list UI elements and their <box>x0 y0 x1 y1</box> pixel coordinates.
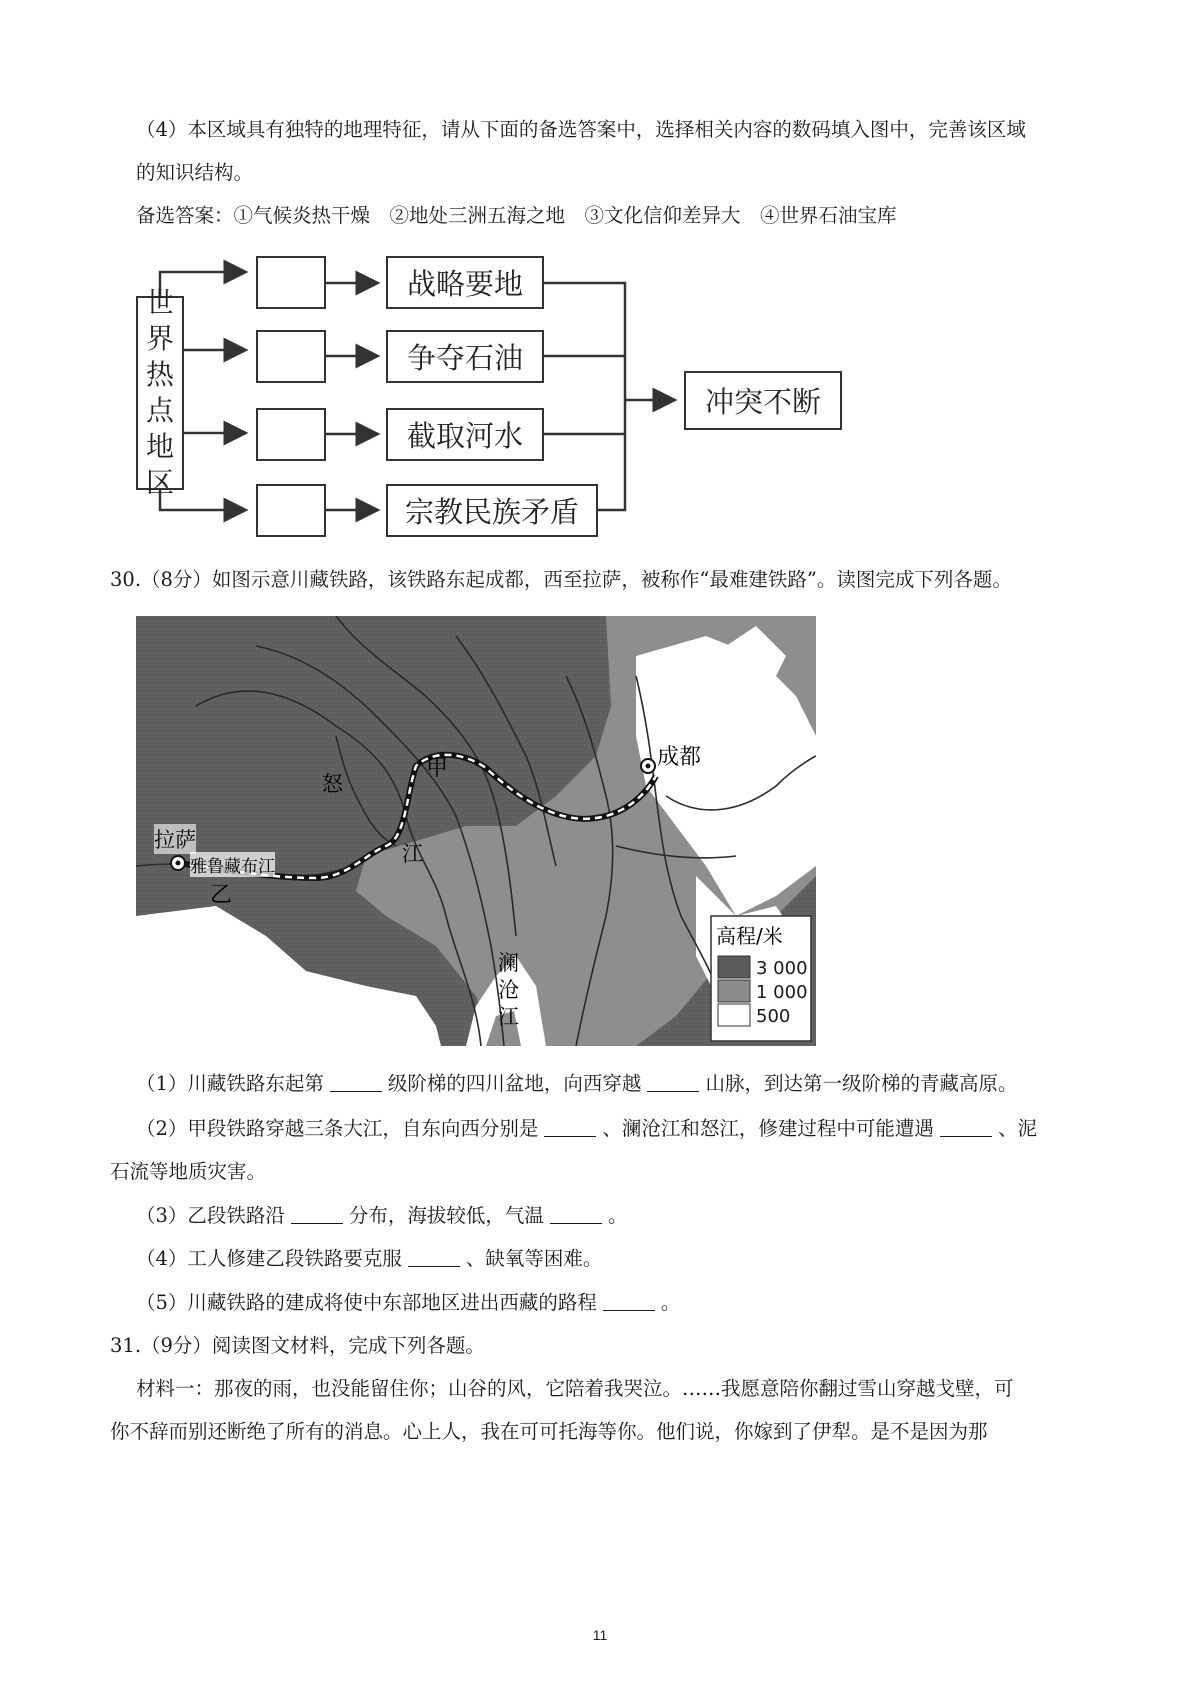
page-number: 11 <box>592 1627 608 1643</box>
label-yarlung-tsangpo: 雅鲁藏布江 <box>190 852 275 877</box>
answer-blank-box-3[interactable] <box>256 408 326 461</box>
q30-sub5: （5）川藏铁路的建成将使中东部地区进出西藏的路程 。 <box>136 1291 681 1314</box>
label-segment-jia: 甲 <box>426 756 449 781</box>
map-canvas <box>136 616 816 1046</box>
label-lhasa: 拉萨 <box>154 824 196 854</box>
answer-blank[interactable] <box>940 1118 992 1137</box>
box-strategic-location: 战略要地 <box>386 256 544 309</box>
q30-sub3: （3）乙段铁路沿 分布，海拔较低，气温 。 <box>136 1204 628 1227</box>
q30-intro: 30.（8分）如图示意川藏铁路，该铁路东起成都，西至拉萨，被称作“最难建铁路”。读图完成下列各题。 <box>110 568 1012 591</box>
label-nu-river-1: 怒 <box>322 772 343 796</box>
legend-label-1000: 1 000 <box>756 982 808 1003</box>
box-water-interception: 截取河水 <box>386 408 544 461</box>
city-marker-chengdu <box>641 759 655 773</box>
q31-material-line1: 材料一：那夜的雨，也没能留住你；山谷的风，它陪着我哭泣。……我愿意陪你翻过雪山穿越戈壁，可 <box>136 1377 1014 1400</box>
legend-swatch-1000 <box>718 980 750 1002</box>
source-box-world-hotspot <box>136 286 184 499</box>
answer-blank[interactable] <box>330 1073 382 1092</box>
railway-map <box>136 616 816 1046</box>
label-lancang-river <box>498 950 519 1031</box>
label-nu-river-2: 江 <box>402 842 423 866</box>
answer-blank[interactable] <box>603 1292 655 1311</box>
source-char: 区 <box>145 466 174 499</box>
answer-blank[interactable] <box>544 1118 596 1137</box>
answer-blank[interactable] <box>647 1073 699 1092</box>
legend-label-500: 500 <box>756 1006 791 1027</box>
answer-blank[interactable] <box>550 1205 602 1224</box>
label-segment-yi: 乙 <box>210 883 233 908</box>
answer-blank-box-1[interactable] <box>256 256 326 309</box>
legend-label-3000: 3 000 <box>756 958 808 979</box>
answer-blank-box-2[interactable] <box>256 330 326 383</box>
lancang-char: 澜 <box>498 951 519 975</box>
q30-sub4: （4）工人修建乙段铁路要克服 、缺氧等困难。 <box>136 1247 603 1270</box>
source-char: 世 <box>145 286 174 319</box>
q31-material-line2: 你不辞而别还断绝了所有的消息。心上人，我在可可托海等你。他们说，你嫁到了伊犁。是不是因为那 <box>110 1420 988 1443</box>
box-constant-conflict: 冲突不断 <box>684 371 842 430</box>
answer-blank-box-4[interactable] <box>256 484 326 537</box>
box-religion-ethnic-conflict: 宗教民族矛盾 <box>386 484 598 537</box>
lancang-char: 江 <box>498 1005 519 1029</box>
q29-options: 备选答案：①气候炎热干燥 ②地处三洲五海之地 ③文化信仰差异大 ④世界石油宝库 <box>136 204 897 227</box>
q30-sub1: （1）川藏铁路东起第 级阶梯的四川盆地，向西穿越 山脉，到达第一级阶梯的青藏高原。 <box>136 1072 1018 1095</box>
q30-sub2: （2）甲段铁路穿越三条大江，自东向西分别是 、澜沧江和怒江，修建过程中可能遭遇 、泥 <box>136 1117 1037 1140</box>
q30-sub2-cont: 石流等地质灾害。 <box>110 1160 267 1183</box>
box-oil-competition: 争夺石油 <box>386 330 544 383</box>
answer-blank[interactable] <box>408 1248 460 1267</box>
city-marker-lhasa <box>171 856 185 870</box>
legend-swatch-3000 <box>718 956 750 978</box>
source-char: 地 <box>145 430 174 463</box>
source-char: 热 <box>145 358 174 391</box>
legend-swatch-500 <box>718 1004 750 1026</box>
q31-intro: 31.（9分）阅读图文材料，完成下列各题。 <box>110 1334 485 1357</box>
label-chengdu: 成都 <box>657 740 701 771</box>
source-char: 点 <box>145 394 174 427</box>
answer-blank[interactable] <box>291 1205 343 1224</box>
lancang-char: 沧 <box>498 978 519 1002</box>
q29-part4-line1: （4）本区域具有独特的地理特征，请从下面的备选答案中，选择相关内容的数码填入图中，完善该区域 <box>136 118 1026 141</box>
source-char: 界 <box>145 322 174 355</box>
legend-title: 高程/米 <box>716 924 783 948</box>
q29-part4-line2: 的知识结构。 <box>136 161 254 184</box>
